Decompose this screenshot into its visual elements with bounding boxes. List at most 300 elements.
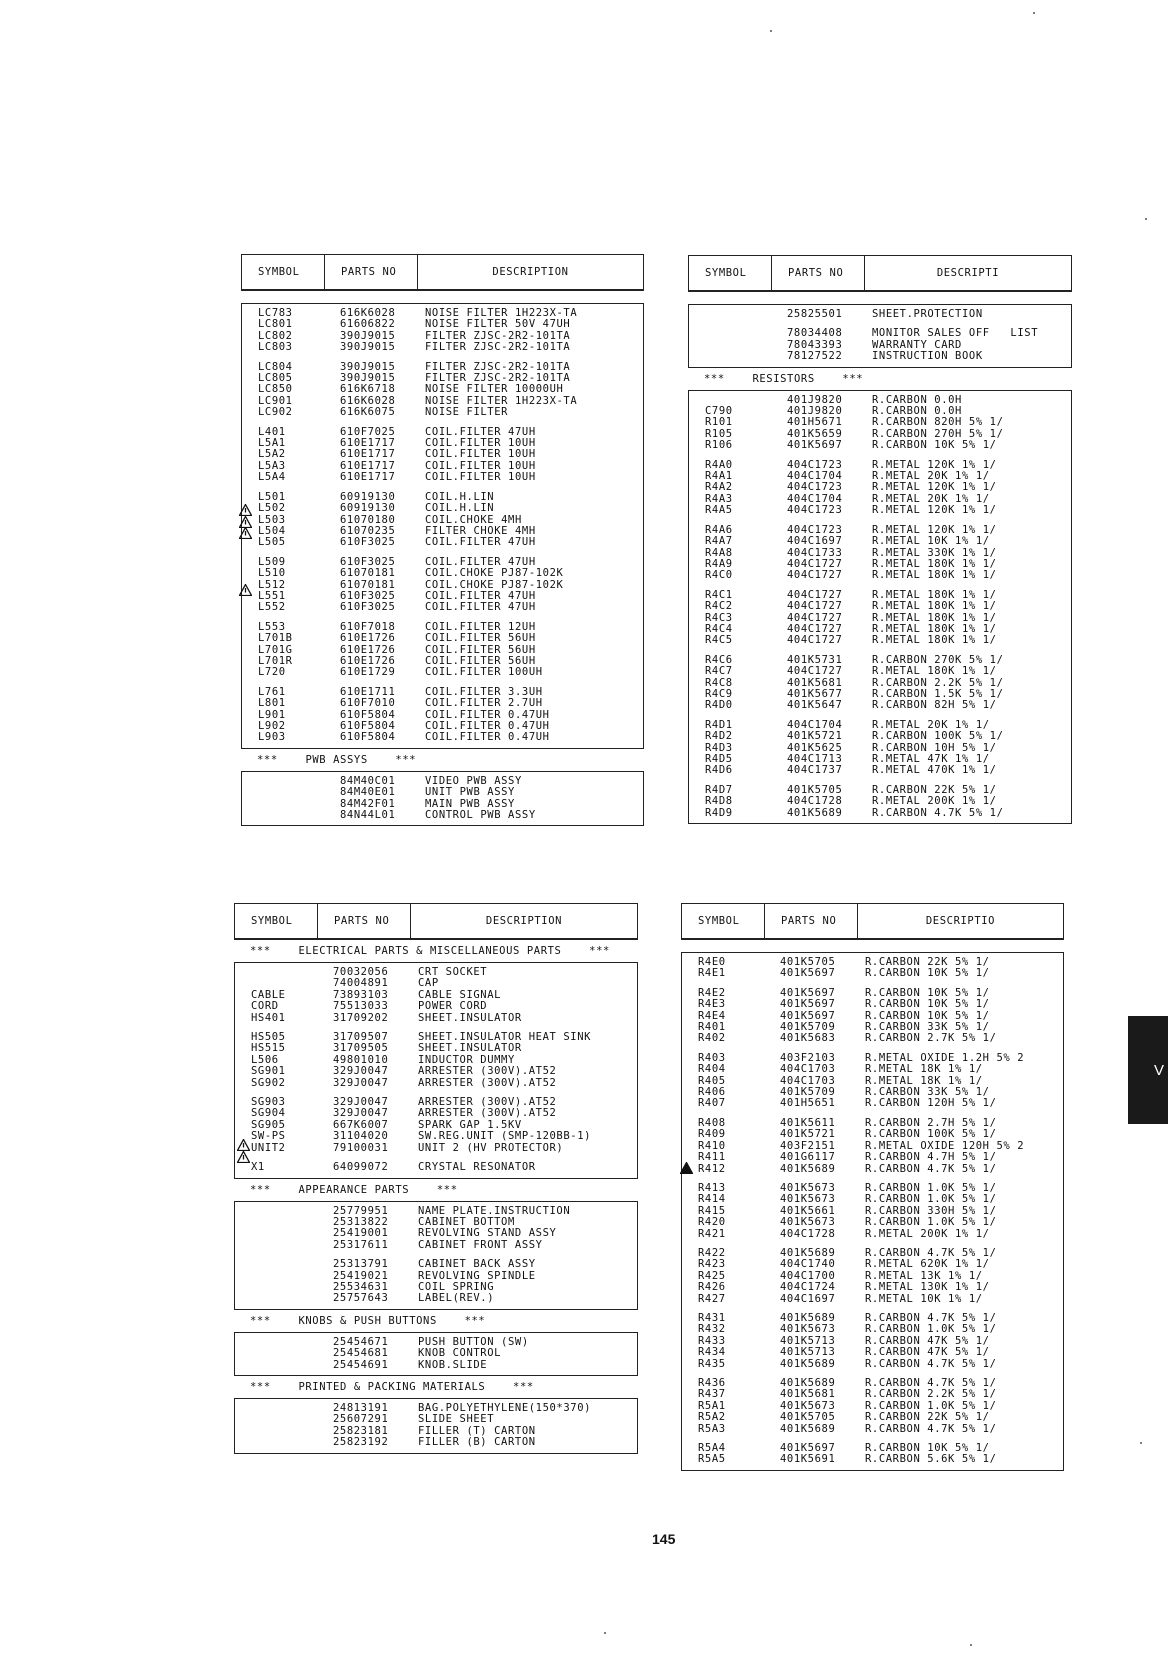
table-row — [235, 1055, 637, 1066]
symbol-cell: R4A5 — [705, 505, 733, 517]
table-row — [242, 373, 643, 384]
parts-no-cell: 31709202 — [333, 1012, 389, 1024]
symbol-cell — [689, 309, 771, 320]
row-spacer — [682, 1175, 1063, 1183]
symbol-cell — [235, 1240, 317, 1251]
symbol-cell: L509 — [258, 556, 286, 568]
parts-no-cell: 610E1726 — [340, 633, 396, 645]
symbol-cell: UNIT2 — [251, 1142, 286, 1154]
description-cell: CRT SOCKET — [418, 967, 488, 978]
symbol-cell: HS505 — [251, 1032, 286, 1044]
symbol-cell: SW-PS — [251, 1131, 286, 1143]
table-row — [689, 731, 1071, 742]
table-body — [688, 304, 1072, 368]
parts-no-cell: 84M40E01 — [340, 787, 396, 799]
symbol-cell: HS515 — [251, 1043, 286, 1055]
parts-no-cell: 610E1726 — [340, 655, 396, 667]
description-cell: NOISE FILTER 50V 47UH — [425, 319, 571, 331]
parts-no-cell: 25757643 — [333, 1293, 389, 1305]
parts-no-cell: 401K5659 — [787, 428, 843, 440]
symbol-cell: R406 — [698, 1087, 726, 1099]
description-cell: COIL.FILTER 2.7UH — [425, 698, 543, 710]
symbol-cell — [242, 787, 324, 798]
description-cell: COIL.FILTER 10UH — [425, 438, 536, 450]
description-column-header: DESCRIPTIO — [857, 904, 1063, 938]
symbol-cell — [235, 1414, 317, 1425]
symbol-cell: R4D1 — [705, 719, 733, 731]
symbol-cell: L5A2 — [258, 449, 286, 461]
parts-no-cell: 616K6075 — [340, 407, 396, 419]
table-row — [242, 515, 643, 526]
table-row — [682, 1336, 1063, 1347]
description-cell: R.METAL 180K 1% 1/ — [872, 570, 997, 582]
section-title: *** APPEARANCE PARTS *** — [250, 1183, 458, 1196]
parts-no-cell: 404C1727 — [787, 612, 843, 624]
symbol-cell: R431 — [698, 1312, 726, 1324]
symbol-cell: L902 — [258, 721, 286, 732]
symbol-cell: R101 — [705, 417, 733, 429]
table-row — [682, 1347, 1063, 1358]
parts-no-cell: 75513033 — [333, 1001, 389, 1013]
symbol-cell: R4D2 — [705, 731, 733, 743]
table-row — [682, 1443, 1063, 1454]
table-row — [242, 591, 643, 602]
description-cell: R.CARBON 270K 5% 1/ — [872, 654, 1004, 666]
symbol-cell: R4E1 — [698, 968, 726, 980]
table-row — [689, 635, 1071, 646]
description-cell: MONITOR SALES OFF LIST — [872, 328, 1039, 340]
symbol-cell — [235, 1228, 317, 1239]
table-row — [682, 999, 1063, 1010]
description-cell: NOISE FILTER 10000UH — [425, 384, 564, 396]
row-spacer — [682, 1240, 1063, 1248]
table-row — [242, 537, 643, 548]
description-cell: R.CARBON 0.0H — [872, 394, 962, 406]
parts-no-cell: 401K5689 — [787, 807, 843, 819]
description-cell: R.METAL OXIDE 1.2H 5% 2 — [865, 1052, 1025, 1064]
parts-no-cell: 401K5681 — [780, 1389, 836, 1401]
table-row — [242, 396, 643, 407]
symbol-cell: L504 — [258, 525, 286, 537]
parts-no-cell: 404C1727 — [787, 635, 843, 647]
parts-no-cell: 61606822 — [340, 319, 396, 331]
table-row — [689, 613, 1071, 624]
description-cell: VIDEO PWB ASSY — [425, 775, 522, 787]
parts-no-cell: 329J0047 — [333, 1066, 389, 1078]
table-row — [682, 1118, 1063, 1129]
table-row — [235, 1228, 637, 1239]
row-spacer — [689, 712, 1071, 720]
parts-no-cell: 401K5697 — [780, 1443, 836, 1455]
symbol-cell: L701G — [258, 644, 293, 656]
symbol-cell — [235, 978, 317, 989]
table-body — [688, 390, 1072, 824]
description-cell: COIL.CHOKE 4MH — [425, 514, 522, 526]
symbol-cell: R4D7 — [705, 784, 733, 796]
symbol-cell: L551 — [258, 590, 286, 602]
description-cell: COIL SPRING — [418, 1281, 495, 1293]
symbol-cell: L5A4 — [258, 472, 286, 484]
parts-no-cell: 401K5689 — [780, 1358, 836, 1370]
row-spacer — [682, 1435, 1063, 1443]
table-row — [242, 308, 643, 319]
table-row — [242, 342, 643, 353]
scan-speck — [604, 1632, 606, 1634]
row-spacer — [235, 1089, 637, 1097]
description-cell: R.CARBON 10K 5% 1/ — [865, 1443, 990, 1455]
description-cell: R.CARBON 10K 5% 1/ — [865, 1010, 990, 1022]
description-cell: SHEET.INSULATOR HEAT SINK — [418, 1032, 592, 1044]
symbol-cell: R4A3 — [705, 493, 733, 505]
symbol-cell: CORD — [251, 1001, 279, 1013]
parts-no-cell: 401K5689 — [780, 1163, 836, 1175]
description-cell: UNIT 2 (HV PROTECTOR) — [418, 1142, 564, 1154]
row-spacer — [682, 1370, 1063, 1378]
table-row — [242, 449, 643, 460]
parts-no-cell: 31709505 — [333, 1043, 389, 1055]
description-cell: R.METAL 18K 1% 1/ — [865, 1075, 983, 1087]
symbol-cell — [235, 1206, 317, 1217]
table-row — [235, 978, 637, 989]
parts-no-cell: 78034408 — [787, 328, 843, 340]
parts-no-cell: 404C1723 — [787, 505, 843, 517]
symbol-cell: LC805 — [258, 373, 293, 385]
parts-no-cell: 401K5689 — [780, 1247, 836, 1259]
description-cell: R.METAL 180K 1% 1/ — [872, 623, 997, 635]
parts-no-cell: 616K6028 — [340, 308, 396, 319]
description-cell: REVOLVING STAND ASSY — [418, 1228, 557, 1240]
table-row — [682, 968, 1063, 979]
table-row — [689, 340, 1071, 351]
description-cell: FILTER ZJSC-2R2-101TA — [425, 342, 571, 354]
symbol-cell: R4C3 — [705, 612, 733, 624]
parts-no-cell: 404C1727 — [787, 666, 843, 678]
parts-no-column-header: PARTS NO — [771, 256, 864, 290]
table-row — [242, 407, 643, 418]
parts-no-cell: 404C1728 — [780, 1228, 836, 1240]
description-cell: R.CARBON 4.7K 5% 1/ — [865, 1378, 997, 1389]
description-cell: INSTRUCTION BOOK — [872, 351, 983, 363]
table-row — [242, 710, 643, 721]
parts-no-column-header: PARTS NO — [764, 904, 857, 938]
table-row — [689, 808, 1071, 819]
parts-no-cell: 25454681 — [333, 1348, 389, 1360]
parts-no-cell: 401K5705 — [787, 784, 843, 796]
row-spacer — [235, 1024, 637, 1032]
parts-no-cell: 401K5713 — [780, 1347, 836, 1359]
symbol-cell: R4E2 — [698, 987, 726, 999]
symbol-cell: HS401 — [251, 1012, 286, 1024]
description-cell: COIL.FILTER 10UH — [425, 449, 536, 461]
symbol-cell: R436 — [698, 1378, 726, 1389]
parts-no-cell: 404C1727 — [787, 589, 843, 601]
row-spacer — [242, 549, 643, 557]
table-row — [682, 1401, 1063, 1412]
description-cell: FILLER (T) CARTON — [418, 1425, 536, 1437]
parts-no-cell: 401K5625 — [787, 742, 843, 754]
symbol-cell: R5A5 — [698, 1454, 726, 1466]
parts-no-cell: 84M42F01 — [340, 798, 396, 810]
table-row — [689, 309, 1071, 320]
table-row — [682, 1022, 1063, 1033]
scan-speck — [970, 1644, 972, 1646]
symbol-cell — [689, 340, 771, 351]
parts-no-cell: 25779951 — [333, 1205, 389, 1217]
symbol-cell: R404 — [698, 1064, 726, 1076]
parts-no-cell: 24813191 — [333, 1402, 389, 1414]
parts-no-cell: 610F5804 — [340, 732, 396, 744]
parts-no-cell: 25607291 — [333, 1414, 389, 1426]
description-cell: R.CARBON 100K 5% 1/ — [865, 1129, 997, 1141]
symbol-cell: LC783 — [258, 308, 293, 319]
description-cell: COIL.FILTER 47UH — [425, 537, 536, 549]
row-spacer — [689, 320, 1071, 328]
caution-triangle-icon — [237, 1139, 250, 1151]
symbol-cell: R4C7 — [705, 666, 733, 678]
table-row — [689, 785, 1071, 796]
symbol-cell: R106 — [705, 440, 733, 452]
symbol-cell: R415 — [698, 1205, 726, 1217]
symbol-cell: R437 — [698, 1389, 726, 1401]
row-spacer — [682, 1045, 1063, 1053]
table-row — [235, 1066, 637, 1077]
description-cell: R.CARBON 82H 5% 1/ — [872, 700, 997, 712]
symbol-cell: R403 — [698, 1052, 726, 1064]
table-body — [234, 962, 638, 1179]
table-row — [235, 1108, 637, 1119]
parts-no-cell: 25419021 — [333, 1270, 389, 1282]
description-cell: PUSH BUTTON (SW) — [418, 1336, 529, 1348]
table-row — [242, 472, 643, 483]
description-cell: R.CARBON 10K 5% 1/ — [865, 968, 990, 980]
description-cell: R.CARBON 330H 5% 1/ — [865, 1205, 997, 1217]
parts-no-cell: 404C1727 — [787, 601, 843, 613]
parts-no-cell: 329J0047 — [333, 1108, 389, 1120]
description-cell: COIL.FILTER 100UH — [425, 667, 543, 679]
parts-no-cell: 616K6028 — [340, 395, 396, 407]
page-number: 145 — [652, 1531, 676, 1547]
parts-no-cell: 401K5709 — [780, 1022, 836, 1034]
description-cell: R.METAL 180K 1% 1/ — [872, 666, 997, 678]
description-cell: R.METAL 20K 1% 1/ — [872, 719, 990, 731]
symbol-cell: LC802 — [258, 330, 293, 342]
table-body — [234, 1398, 638, 1454]
symbol-cell: R432 — [698, 1324, 726, 1336]
table-row — [689, 406, 1071, 417]
parts-no-cell: 401K5689 — [780, 1378, 836, 1389]
parts-no-cell: 61070180 — [340, 514, 396, 526]
table-row — [682, 1194, 1063, 1205]
symbol-cell: R427 — [698, 1293, 726, 1305]
row-spacer — [235, 1154, 637, 1162]
description-cell: R.CARBON 1.0K 5% 1/ — [865, 1324, 997, 1336]
symbol-cell — [242, 810, 324, 821]
description-cell: NAME PLATE.INSTRUCTION — [418, 1205, 571, 1217]
parts-no-cell: 404C1700 — [780, 1270, 836, 1282]
row-spacer — [689, 777, 1071, 785]
symbol-cell: R413 — [698, 1182, 726, 1194]
symbol-cell: L903 — [258, 732, 286, 744]
parts-no-column-header: PARTS NO — [324, 255, 417, 289]
parts-no-cell: 390J9015 — [340, 361, 396, 373]
description-cell: R.METAL 200K 1% 1/ — [865, 1228, 990, 1240]
row-spacer — [689, 452, 1071, 460]
table-row — [235, 1360, 637, 1371]
description-cell: R.CARBON 10K 5% 1/ — [872, 440, 997, 452]
table-body — [681, 952, 1064, 1471]
symbol-cell — [235, 1426, 317, 1437]
caution-triangle-icon — [239, 527, 252, 539]
caution-triangle-icon — [680, 1162, 693, 1174]
table-row — [242, 799, 643, 810]
description-cell: COIL.FILTER 47UH — [425, 590, 536, 602]
parts-no-cell: 401K5673 — [780, 1217, 836, 1229]
parts-no-cell: 401K5721 — [787, 731, 843, 743]
parts-no-cell: 401K5691 — [780, 1454, 836, 1466]
symbol-cell: C790 — [705, 406, 733, 418]
parts-no-cell: 404C1704 — [787, 719, 843, 731]
description-cell: CRYSTAL RESONATOR — [418, 1162, 536, 1174]
parts-no-cell: 610E1717 — [340, 460, 396, 472]
parts-no-cell: 404C1727 — [787, 558, 843, 570]
caution-triangle-icon — [237, 1151, 250, 1163]
section-side-tab: V — [1128, 1016, 1168, 1124]
symbol-column-header: SYMBOL — [251, 915, 293, 927]
parts-no-cell: 404C1727 — [787, 570, 843, 582]
caution-triangle-icon — [239, 504, 252, 516]
parts-no-cell: 25825501 — [787, 309, 843, 320]
symbol-cell — [242, 776, 324, 787]
description-cell: R.METAL 120K 1% 1/ — [872, 524, 997, 536]
description-cell: R.CARBON 820H 5% 1/ — [872, 417, 1004, 429]
parts-no-cell: 610E1717 — [340, 449, 396, 461]
symbol-cell — [235, 1271, 317, 1282]
table-row — [242, 362, 643, 373]
description-cell: R.METAL 180K 1% 1/ — [872, 589, 997, 601]
description-cell: R.METAL 330K 1% 1/ — [872, 547, 997, 559]
table-row — [235, 1240, 637, 1251]
symbol-cell: LC901 — [258, 395, 293, 407]
symbol-cell: R105 — [705, 428, 733, 440]
table-row — [689, 440, 1071, 451]
description-cell: CABINET FRONT ASSY — [418, 1239, 543, 1251]
parts-no-cell: 404C1703 — [780, 1064, 836, 1076]
symbol-cell: L552 — [258, 602, 286, 614]
description-cell: COIL.FILTER 12UH — [425, 621, 536, 633]
parts-no-cell: 401J9820 — [787, 394, 843, 406]
parts-no-cell: 401K5673 — [780, 1400, 836, 1412]
parts-no-cell: 404C1723 — [787, 524, 843, 536]
table-row — [235, 1043, 637, 1054]
table-header — [681, 903, 1064, 940]
description-cell: WARRANTY CARD — [872, 339, 962, 351]
description-cell: R.METAL 120K 1% 1/ — [872, 459, 997, 471]
symbol-cell: R4C5 — [705, 635, 733, 647]
parts-no-cell: 610F5804 — [340, 721, 396, 732]
table-row — [689, 351, 1071, 362]
symbol-cell: LC803 — [258, 342, 293, 354]
description-cell: R.METAL 13K 1% 1/ — [865, 1270, 983, 1282]
symbol-cell: L512 — [258, 579, 286, 591]
symbol-cell: R412 — [698, 1163, 726, 1175]
parts-no-cell: 329J0047 — [333, 1097, 389, 1109]
table-row — [242, 319, 643, 330]
parts-no-cell: 401K5697 — [780, 968, 836, 980]
symbol-cell: L501 — [258, 491, 286, 503]
parts-no-cell: 79100031 — [333, 1142, 389, 1154]
row-spacer — [242, 614, 643, 622]
description-cell: NOISE FILTER 1H223X-TA — [425, 308, 578, 319]
symbol-cell — [235, 1293, 317, 1304]
description-cell: SPARK GAP 1.5KV — [418, 1119, 522, 1131]
description-cell: SHEET.PROTECTION — [872, 309, 983, 320]
symbol-cell — [235, 1403, 317, 1414]
description-cell: COIL.FILTER 56UH — [425, 655, 536, 667]
description-cell: R.CARBON 4.7K 5% 1/ — [865, 1312, 997, 1324]
symbol-cell: L701R — [258, 655, 293, 667]
description-cell: R.METAL 18K 1% 1/ — [865, 1064, 983, 1076]
table-row — [689, 417, 1071, 428]
symbol-cell: SG903 — [251, 1097, 286, 1109]
symbol-cell: L701B — [258, 633, 293, 645]
table-row — [689, 525, 1071, 536]
symbol-cell: L505 — [258, 537, 286, 549]
parts-no-cell: 401K5731 — [787, 654, 843, 666]
parts-no-cell: 61070181 — [340, 579, 396, 591]
table-body — [234, 1201, 638, 1310]
table-row — [242, 580, 643, 591]
description-cell: R.METAL 180K 1% 1/ — [872, 601, 997, 613]
table-row — [235, 1437, 637, 1448]
symbol-cell: R401 — [698, 1022, 726, 1034]
table-row — [689, 754, 1071, 765]
symbol-cell: R5A1 — [698, 1400, 726, 1412]
parts-table-electrical — [234, 903, 638, 1454]
symbol-cell: R4A0 — [705, 459, 733, 471]
parts-no-cell: 25534631 — [333, 1281, 389, 1293]
parts-no-column-header: PARTS NO — [317, 904, 410, 938]
parts-no-cell: 401K5697 — [780, 999, 836, 1011]
table-row — [235, 1013, 637, 1024]
parts-no-cell: 401K5705 — [780, 1412, 836, 1424]
table-row — [682, 1359, 1063, 1370]
parts-no-cell: 403F2151 — [780, 1140, 836, 1152]
symbol-cell: L502 — [258, 503, 286, 515]
symbol-cell: R5A4 — [698, 1443, 726, 1455]
parts-no-cell: 610E1717 — [340, 472, 396, 484]
table-row — [682, 1282, 1063, 1293]
row-spacer — [242, 679, 643, 687]
caution-triangle-icon — [239, 584, 252, 596]
table-row — [689, 505, 1071, 516]
symbol-cell: SG901 — [251, 1066, 286, 1078]
table-row — [235, 1001, 637, 1012]
parts-no-cell: 610E1726 — [340, 644, 396, 656]
description-cell: R.CARBON 4.7K 5% 1/ — [865, 1247, 997, 1259]
section-title: *** ELECTRICAL PARTS & MISCELLANEOUS PARTS *** — [250, 945, 610, 957]
description-cell: COIL.FILTER 47UH — [425, 602, 536, 614]
symbol-cell: L801 — [258, 698, 286, 710]
symbol-cell: R420 — [698, 1217, 726, 1229]
table-row — [682, 988, 1063, 999]
parts-no-cell: 60919130 — [340, 503, 396, 515]
table-row — [242, 331, 643, 342]
symbol-cell — [689, 328, 771, 339]
table-row — [242, 602, 643, 613]
table-row — [682, 1064, 1063, 1075]
parts-no-cell: 401K5697 — [780, 987, 836, 999]
parts-no-cell: 610F3025 — [340, 590, 396, 602]
